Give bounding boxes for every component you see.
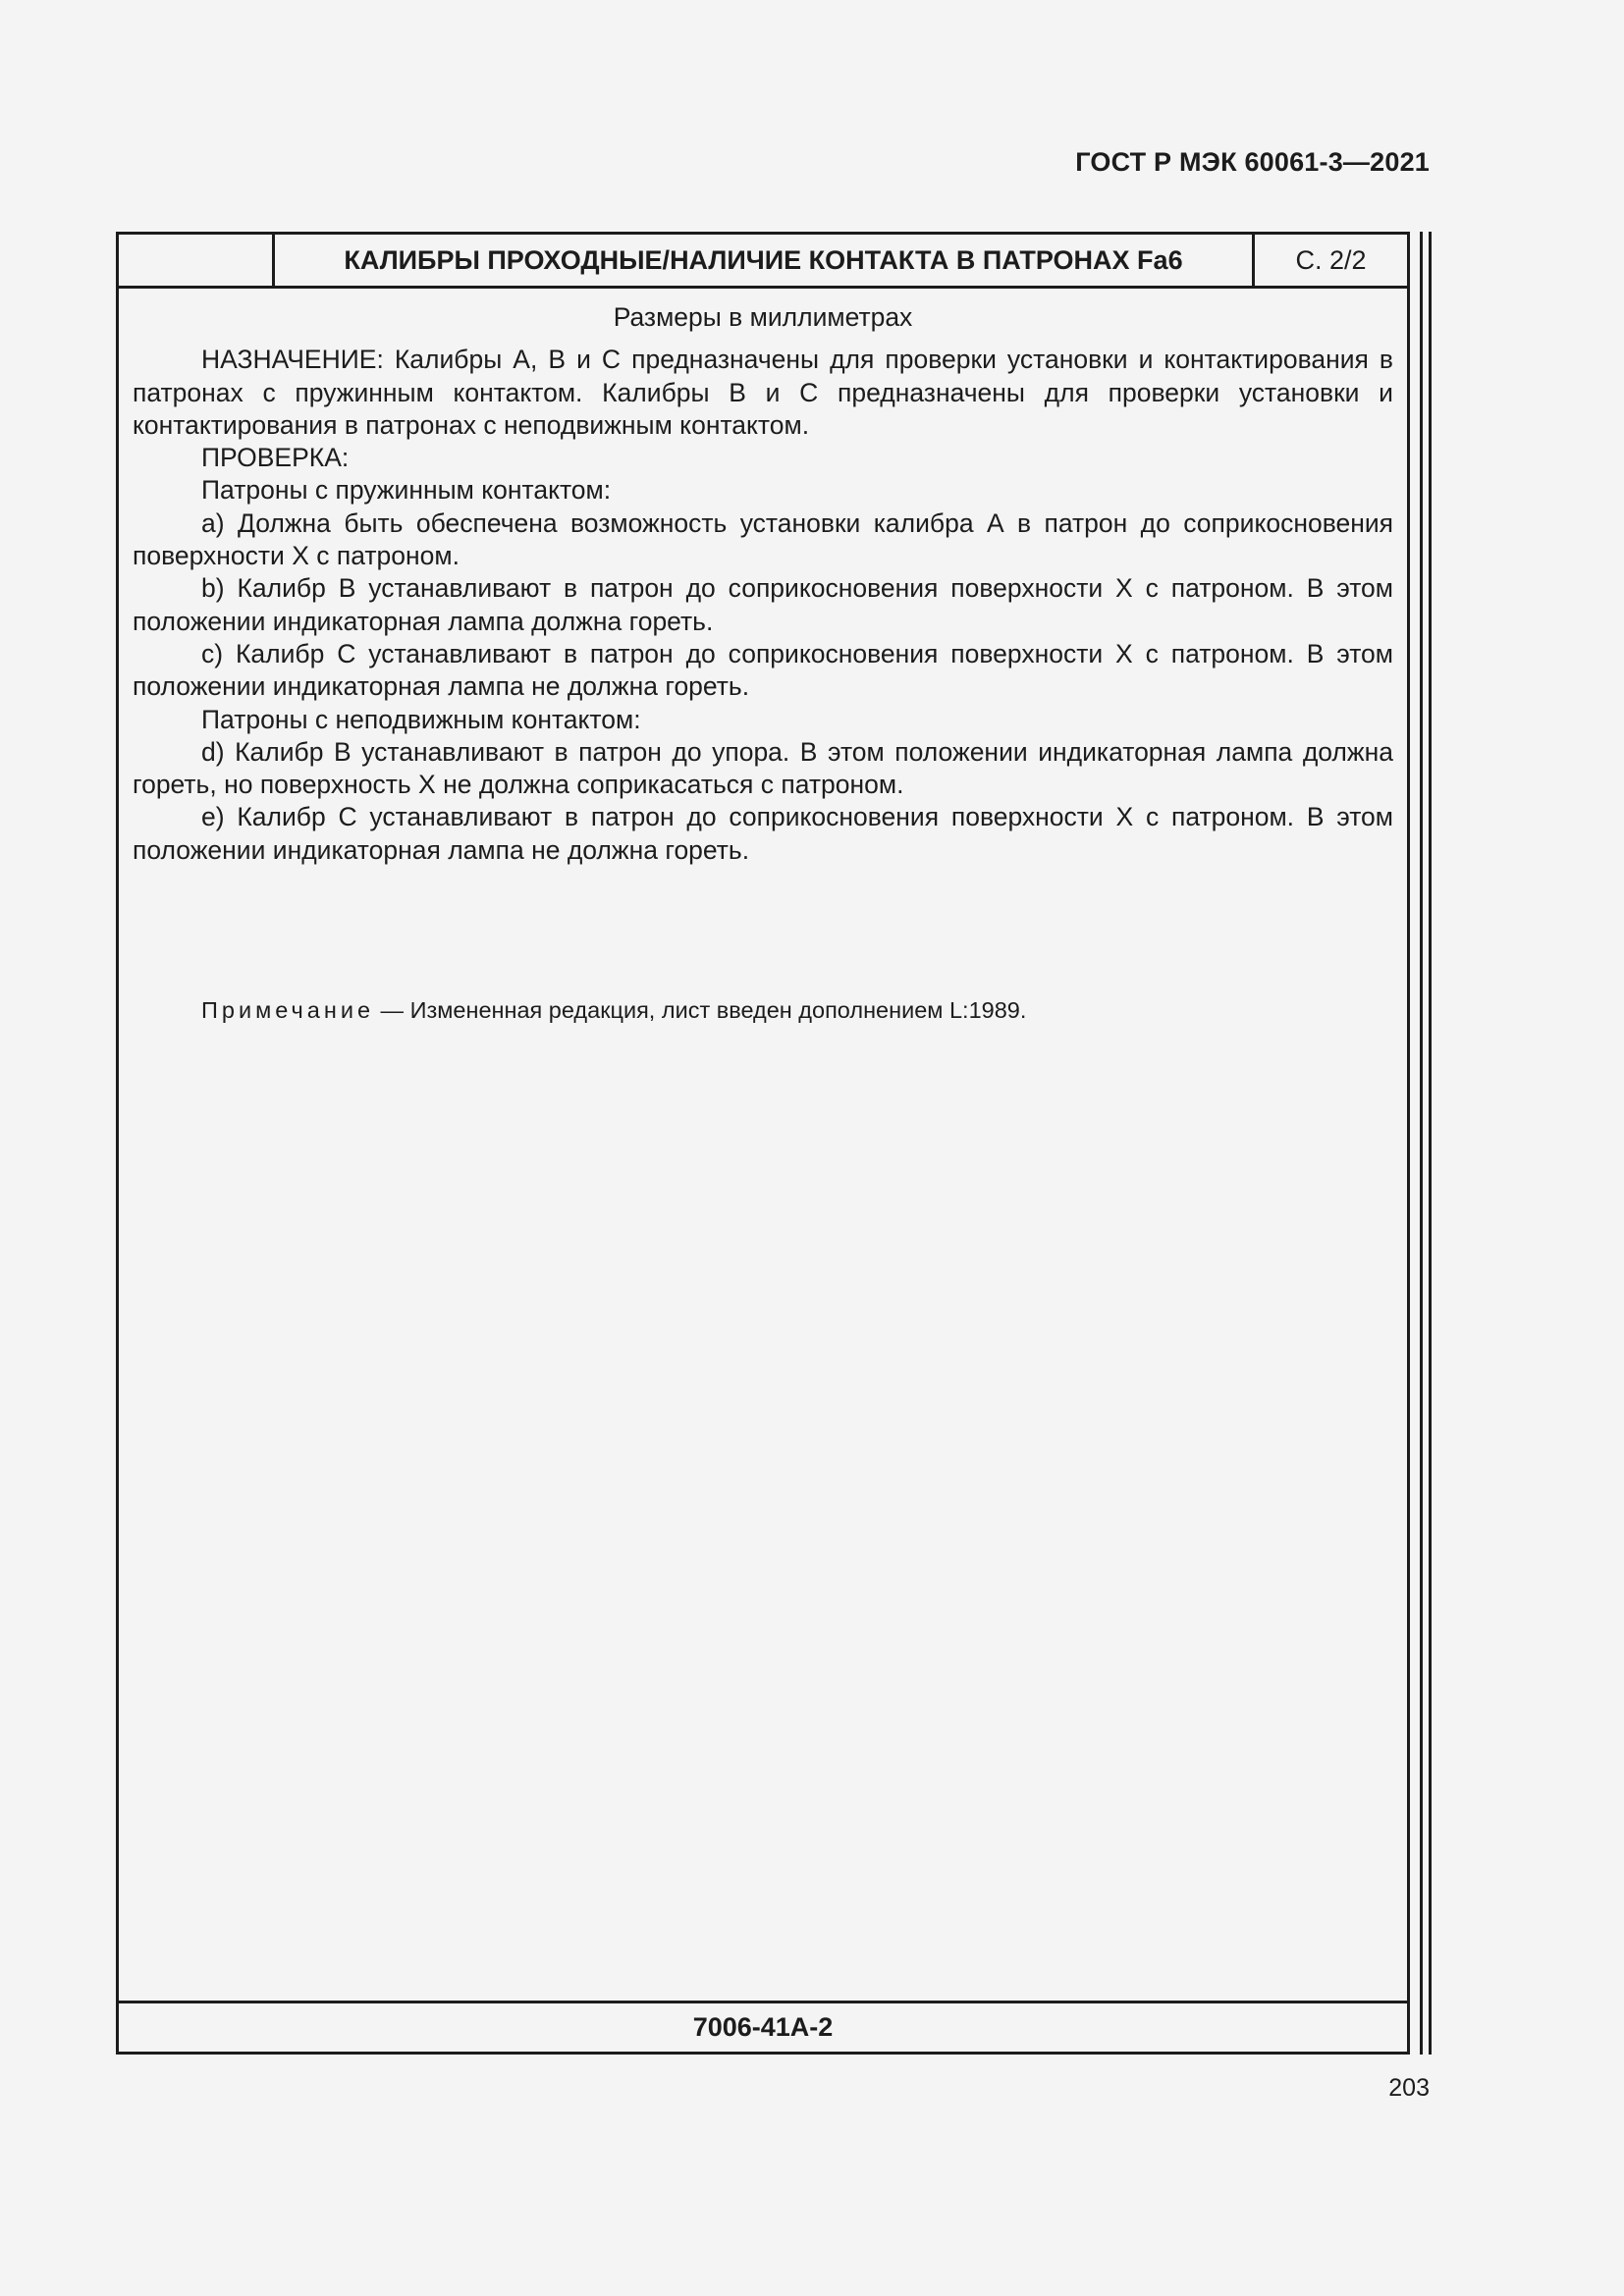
sheet-number: С. 2/2 (1295, 245, 1367, 275)
item-d: d) Калибр В устанавливают в патрон до упора. В этом положении индикаторная лампа должна гореть, но поверхность X не должна соприкасаться с патроном. (133, 736, 1393, 800)
note-label: Примечание (201, 997, 375, 1024)
sheet-title: КАЛИБРЫ ПРОХОДНЫЕ/НАЛИЧИЕ КОНТАКТА В ПАТРОНАХ Fa6 (275, 235, 1255, 286)
sheet-header (119, 235, 1407, 289)
item-a: a) Должна быть обеспечена возможность установки калибра А в патрон до соприкосновения поверхности X с патроном. (133, 507, 1393, 571)
page-number: 203 (1388, 2074, 1430, 2102)
margin-line (1429, 232, 1432, 2055)
check-heading: ПРОВЕРКА: (201, 443, 350, 473)
header-blank-cell (119, 235, 275, 286)
units-caption: Размеры в миллиметрах (613, 302, 913, 332)
margin-line (1420, 232, 1423, 2055)
document-id: ГОСТ Р МЭК 60061-3—2021 (1075, 147, 1430, 177)
spring-contact-heading: Патроны с пружинным контактом: (201, 475, 612, 506)
item-b: b) Калибр В устанавливают в патрон до соприкосновения поверхности X с патроном. В этом положении индикаторная лампа должна гореть. (133, 573, 1393, 636)
note-text: — Измененная редакция, лист введен дополнением L:1989. (374, 997, 1027, 1024)
note (133, 994, 1393, 1027)
purpose-paragraph: НАЗНАЧЕНИЕ: Калибры А, В и С предназначены для проверки установки и контактирования в патронах с пружинным контактом. Калибры В и С предназначены для проверки установки и контактирования в патронах с неподвижным контактом. (133, 345, 1393, 440)
item-c: c) Калибр С устанавливают в патрон до соприкосновения поверхности X с патроном. В этом положении индикаторная лампа не должна гореть. (133, 638, 1393, 702)
fixed-contact-heading: Патроны с неподвижным контактом: (201, 704, 641, 734)
sheet-code: 7006-41A-2 (119, 2001, 1407, 2052)
sheet-content (133, 301, 1393, 1027)
item-e: e) Калибр С устанавливают в патрон до соприкосновения поверхности X с патроном. В этом положении индикаторная лампа не должна гореть. (133, 802, 1393, 865)
sheet-frame (116, 232, 1410, 2055)
